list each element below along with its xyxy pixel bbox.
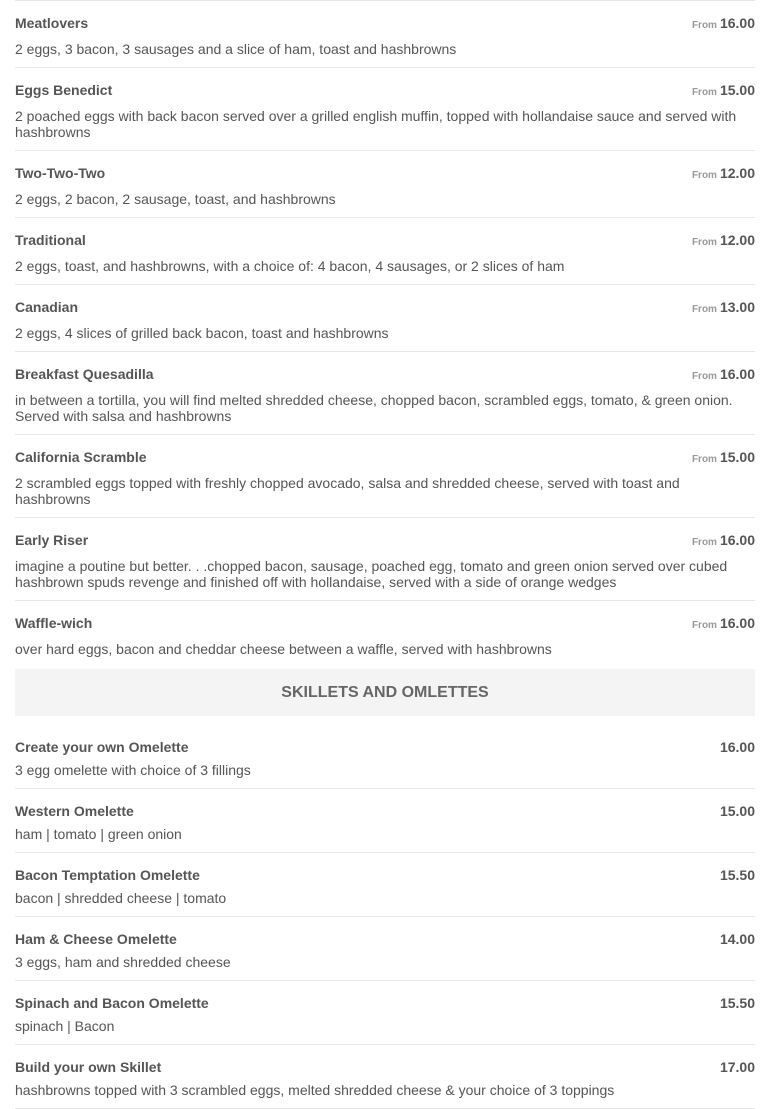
price-value: 14.00 (719, 931, 755, 947)
item-name: Ham & Cheese Omelette (15, 931, 177, 947)
item-name: California Scramble (15, 449, 147, 465)
item-description: in between a tortilla, you will find melted shredded cheese, chopped bacon, scrambled eggs, tomato, & green onion. Served with salsa and hashbrowns (15, 392, 733, 424)
price-prefix: From (691, 537, 717, 548)
menu-item[interactable] (15, 917, 755, 981)
item-name: Bacon Temptation Omelette (15, 867, 200, 883)
item-description: 2 poached eggs with back bacon served over a grilled english muffin, topped with hollandaise sauce and served with hashbrowns (15, 108, 737, 140)
item-name: Western Omelette (15, 803, 134, 819)
item-price (692, 299, 755, 318)
price-value: 15.00 (719, 803, 755, 819)
menu-item[interactable] (15, 789, 755, 853)
price-prefix: From (691, 620, 717, 631)
price-value: 16.00 (719, 615, 755, 631)
price-value: 16.00 (719, 366, 755, 382)
item-description: 2 eggs, 4 slices of grilled back bacon, toast and hashbrowns (15, 325, 389, 341)
item-price (692, 15, 755, 34)
price-value: 16.00 (719, 15, 755, 31)
item-name: Canadian (15, 299, 79, 315)
menu-item[interactable] (15, 1045, 755, 1109)
item-description: spinach | Bacon (15, 1018, 115, 1034)
item-price (692, 232, 755, 251)
item-description: imagine a poutine but better. . .chopped bacon, sausage, poached egg, tomato and green onion served over cubed hashbrown spuds revenge and finished off with hollandaise, served with a side of orange wedges (15, 558, 728, 590)
item-price (692, 165, 755, 184)
item-price (692, 532, 755, 551)
item-description: 2 eggs, 2 bacon, 2 sausage, toast, and hashbrowns (15, 191, 336, 207)
price-value: 13.00 (719, 299, 755, 315)
item-description: 2 eggs, 3 bacon, 3 sausages and a slice of ham, toast and hashbrowns (15, 41, 457, 57)
menu-item[interactable] (15, 601, 755, 667)
item-description: hashbrowns topped with 3 scrambled eggs, melted shredded cheese & your choice of 3 toppings (15, 1082, 615, 1098)
menu-item[interactable] (15, 981, 755, 1045)
menu-item[interactable] (15, 68, 755, 151)
item-price (692, 366, 755, 385)
menu-list (15, 0, 755, 1109)
price-prefix: From (691, 304, 717, 315)
menu-item[interactable] (15, 218, 755, 285)
price-value: 12.00 (719, 165, 755, 181)
item-price (692, 82, 755, 101)
item-name: Two-Two-Two (15, 165, 106, 181)
price-prefix: From (691, 237, 717, 248)
price-prefix: From (691, 20, 717, 31)
item-name: Early Riser (15, 532, 89, 548)
price-value: 15.00 (719, 449, 755, 465)
item-description: 2 eggs, toast, and hashbrowns, with a choice of: 4 bacon, 4 sausages, or 2 slices of ham (15, 258, 565, 274)
menu-item[interactable] (15, 151, 755, 218)
item-price (692, 615, 755, 634)
item-name: Breakfast Quesadilla (15, 366, 154, 382)
item-name: Build your own Skillet (15, 1059, 162, 1075)
item-price (692, 449, 755, 468)
item-description: 2 scrambled eggs topped with freshly chopped avocado, salsa and shredded cheese, served with toast and hashbrowns (15, 475, 680, 507)
price-prefix: From (691, 170, 717, 181)
price-value: 16.00 (719, 532, 755, 548)
price-prefix: From (691, 454, 717, 465)
item-name: Waffle-wich (15, 615, 93, 631)
price-value: 15.50 (719, 867, 755, 883)
item-description: bacon | shredded cheese | tomato (15, 890, 227, 906)
menu-item[interactable] (15, 285, 755, 352)
menu-item[interactable] (15, 518, 755, 601)
menu-item[interactable] (15, 435, 755, 518)
item-description: ham | tomato | green onion (15, 826, 182, 842)
price-value: 15.50 (719, 995, 755, 1011)
menu-item[interactable] (15, 1, 755, 68)
item-name: Eggs Benedict (15, 82, 113, 98)
price-value: 16.00 (719, 739, 755, 755)
price-prefix: From (691, 371, 717, 382)
price-value: 17.00 (719, 1059, 755, 1075)
price-value: 15.00 (719, 82, 755, 98)
item-description: over hard eggs, bacon and cheddar cheese between a waffle, served with hashbrowns (15, 641, 552, 657)
item-name: Traditional (15, 232, 86, 248)
price-prefix: From (691, 87, 717, 98)
menu-item[interactable] (15, 352, 755, 435)
item-description: 3 egg omelette with choice of 3 fillings (15, 762, 251, 778)
price-value: 12.00 (719, 232, 755, 248)
section-header: SKILLETS AND OMLETTES (15, 669, 755, 716)
item-description: 3 eggs, ham and shredded cheese (15, 954, 231, 970)
menu-item[interactable] (15, 725, 755, 789)
item-name: Create your own Omelette (15, 739, 189, 755)
menu-item[interactable] (15, 853, 755, 917)
item-name: Spinach and Bacon Omelette (15, 995, 209, 1011)
item-name: Meatlovers (15, 15, 89, 31)
